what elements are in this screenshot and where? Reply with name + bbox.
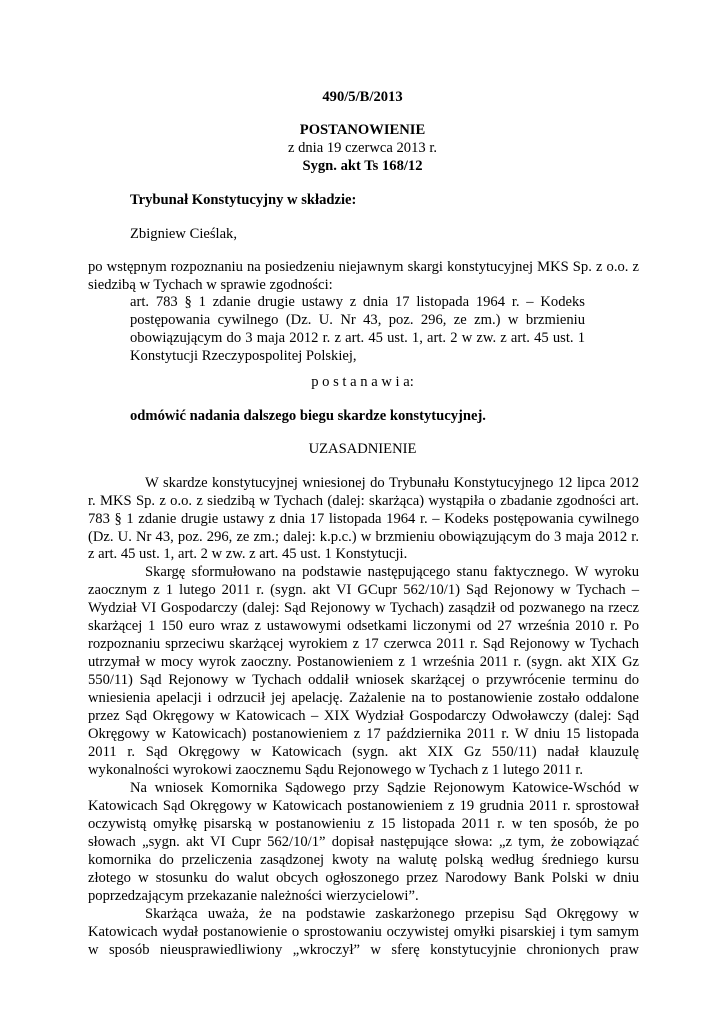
paragraph-line: 2011 r. Sąd Okręgowy w Katowicach (sygn. akt XIX Gz 550/11) nadał klauzulę <box>88 744 639 760</box>
paragraph-line: Katowicach wydał postanowienie o sprostowaniu oczywistej omyłki pisarskiej i tym samym <box>88 924 639 940</box>
paragraph-line: poprzedzającym przekazanie należności wierzycielowi”. <box>88 888 419 904</box>
decision-number: 490/5/B/2013 <box>322 89 403 105</box>
paragraph-line: przez Sąd Okręgowy w Katowicach – XIX Wydział Gospodarczy Odwoławczy (dalej: Sąd <box>88 708 639 724</box>
case-signature: Sygn. akt Ts 168/12 <box>302 158 423 174</box>
ruling: odmówić nadania dalszego biegu skardze konstytucyjnej. <box>130 408 486 424</box>
paragraph-line: W skardze konstytucyjnej wniesionej do Trybunału Konstytucyjnego 12 lipca 2012 <box>145 475 639 491</box>
paragraph-line: r. MKS Sp. z o.o. z siedzibą w Tychach (dalej: skarżąca) wystąpiła o zbadanie zgodności art. <box>88 493 639 509</box>
judge-name: Zbigniew Cieślak, <box>130 226 238 242</box>
intro-line: siedzibą w Tychach w sprawie zgodności: <box>88 277 333 293</box>
paragraph-line: 550/11) Sąd Rejonowy w Tychach oddalił wniosek skarżącej o przywrócenie terminu do <box>88 672 639 688</box>
subject-line: Konstytucji Rzeczypospolitej Polskiej, <box>130 348 357 364</box>
justification-heading: UZASADNIENIE <box>308 441 417 457</box>
paragraph-line: skarżącej 1 150 euro wraz z ustawowymi odsetkami liczonymi od 27 września 2010 r. Po <box>88 618 639 634</box>
paragraph-line: komornika do przeliczenia zasądzonej kwoty na walutę polską według średniego kursu <box>88 852 639 868</box>
decides-heading: p o s t a n a w i a: <box>311 374 414 390</box>
paragraph-line: 783 § 1 zdanie drugie ustawy z dnia 17 listopada 1964 r. – Kodeks postępowania cywilnego <box>88 511 639 527</box>
paragraph-line: Skarżąca uważa, że na podstawie zaskarżonego przepisu Sąd Okręgowy w <box>145 906 639 922</box>
paragraph-line: Na wniosek Komornika Sądowego przy Sądzie Rejonowym Katowice-Wschód w <box>130 780 639 796</box>
paragraph-line: z art. 45 ust. 1, art. 2 w zw. z art. 45 ust. 1 Konstytucji. <box>88 546 408 562</box>
subject-line: postępowania cywilnego (Dz. U. Nr 43, poz. 296, ze zm.) w brzmieniu <box>130 312 585 328</box>
decision-date: z dnia 19 czerwca 2013 r. <box>287 140 438 156</box>
paragraph-line: Katowicach Sąd Okręgowy w Katowicach postanowieniem z 19 grudnia 2011 r. sprostował <box>88 798 639 814</box>
subject-line: obowiązującym do 3 maja 2012 r. z art. 45 ust. 1, art. 2 w zw. z art. 45 ust. 1 <box>130 330 585 346</box>
paragraph-line: w sposób nieusprawiedliwiony „wkroczył” w sferę konstytucyjnie chronionych praw <box>88 942 639 958</box>
paragraph-line: rozpoznaniu sprzeciwu skarżącej wyrokiem z 17 czerwca 2011 r. Sąd Rejonowy w Tychach <box>88 636 639 652</box>
paragraph-line: wniesienia apelacji i odrzucił jej apelację. Zażalenie na to postanowienie zostało oddalone <box>88 690 639 706</box>
paragraph-line: słowach „sygn. akt VI Cupr 562/10/1” dopisał następujące słowa: „z tym, że zobowiązać <box>88 834 639 850</box>
paragraph-line: Skargę sformułowano na podstawie następującego stanu faktycznego. W wyroku <box>145 564 639 580</box>
paragraph-line: utrzymał w mocy wyrok zaoczny. Postanowieniem z 1 września 2011 r. (sygn. akt XIX Gz <box>88 654 639 670</box>
document-type: POSTANOWIENIE <box>299 122 426 138</box>
paragraph-line: zaocznym z 1 lutego 2011 r. (sygn. akt VI GCupr 562/10/1) Sąd Rejonowy w Tychach – <box>88 582 639 598</box>
intro-line: po wstępnym rozpoznaniu na posiedzeniu niejawnym skargi konstytucyjnej MKS Sp. z o.o. z <box>88 259 639 275</box>
paragraph-line: wykonalności wyrokowi zaocznemu Sądu Rejonowego w Tychach z 1 lutego 2011 r. <box>88 762 584 778</box>
paragraph-line: Wydział VI Gospodarczy (dalej: Sąd Rejonowy w Tychach) zasądził od pozwanego na rzecz <box>88 600 639 616</box>
paragraph-line: oczywistą omyłkę pisarską w postanowieniu z 15 listopada 2011 r. w ten sposób, że po <box>88 816 639 832</box>
paragraph-line: Okręgowy w Katowicach) postanowieniem z 17 października 2011 r. W dniu 15 listopada <box>88 726 639 742</box>
subject-line: art. 783 § 1 zdanie drugie ustawy z dnia 17 listopada 1964 r. – Kodeks <box>130 294 585 310</box>
composition-heading: Trybunał Konstytucyjny w składzie: <box>130 192 357 208</box>
paragraph-line: (Dz. U. Nr 43, poz. 296, ze zm.; dalej: k.p.c.) w brzmieniu obowiązującym do 3 maja 2012 r. <box>88 529 639 545</box>
paragraph-line: złotego w stosunku do walut obcych ogłoszonego przez Narodowy Bank Polski w dniu <box>88 870 639 886</box>
